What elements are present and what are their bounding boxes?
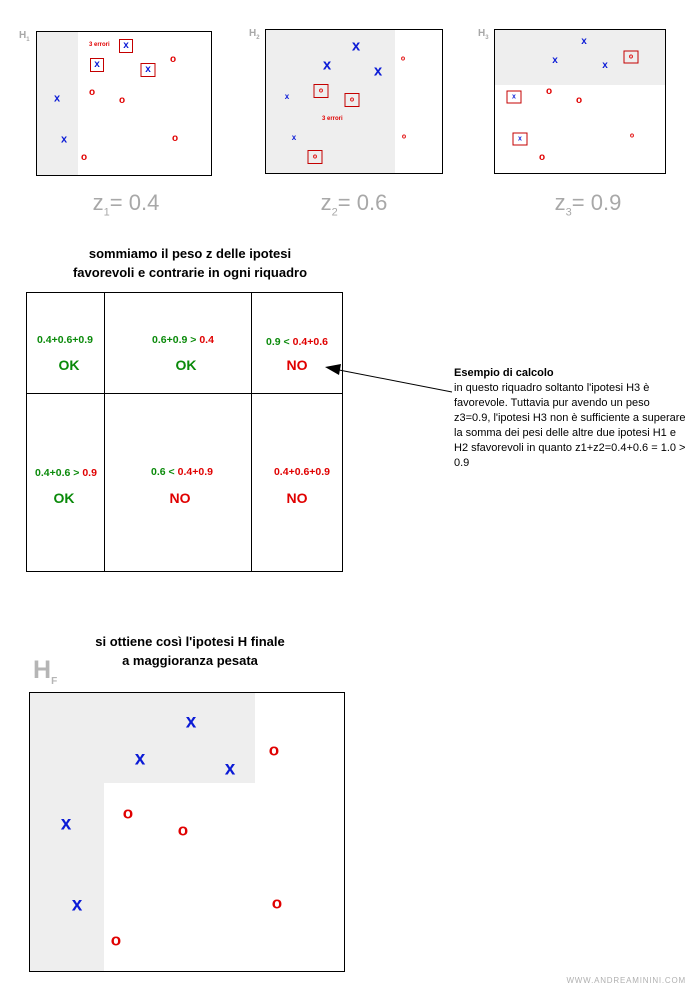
x-marker: x bbox=[60, 813, 72, 835]
panel-label-hf: $H_F$ bbox=[33, 656, 58, 687]
section-heading-sum: sommiamo il peso z delle ipotesi favorevoli e contrarie in ogni riquadro bbox=[72, 246, 308, 280]
x-marker: x bbox=[552, 55, 558, 66]
grid-cell-verdict: NO bbox=[286, 357, 308, 373]
section-heading-final: si ottiene così l'ipotesi H finale a maggioranza pesata bbox=[95, 634, 285, 668]
grid-cell-sum: 0.6 < 0.4+0.9 bbox=[151, 466, 213, 478]
grid-cell-sum: 0.4+0.6+0.9 bbox=[36, 334, 94, 346]
o-marker: o bbox=[169, 54, 177, 65]
x-marker: x bbox=[145, 64, 151, 75]
o-marker: o bbox=[118, 95, 126, 106]
grid-cell-sum: 0.9 < 0.4+0.6 bbox=[266, 336, 328, 348]
panel-label-h1: $H_1$ bbox=[19, 30, 30, 43]
panel-label-h3: $H_3$ bbox=[478, 28, 489, 41]
note-body: in questo riquadro soltanto l'ipotesi H3 è favorevole. Tuttavia pur avendo un peso z3=0.9, l'ipotesi H3 non è sufficiente a superare la somma dei pesi delle altre due ipotesi H1 e H2 sfavorevoli in quanto z1+z2=0.4+0.6 = 1.0 > 0.9 bbox=[454, 382, 686, 469]
calculation-note bbox=[454, 366, 689, 471]
x-marker: x bbox=[518, 135, 522, 143]
x-marker: x bbox=[602, 60, 608, 71]
x-marker: x bbox=[512, 93, 516, 101]
o-marker: o bbox=[110, 930, 122, 950]
o-marker: o bbox=[401, 133, 407, 141]
note-title: Esempio di calcolo bbox=[454, 367, 554, 379]
o-marker: o bbox=[268, 740, 280, 760]
o-marker: o bbox=[122, 803, 134, 823]
o-marker: o bbox=[628, 53, 634, 61]
x-marker: x bbox=[94, 59, 100, 70]
x-marker: x bbox=[60, 133, 68, 146]
o-marker: o bbox=[171, 133, 179, 144]
grid-cell-sum: 0.4+0.6 > 0.9 bbox=[35, 467, 97, 479]
o-marker: o bbox=[545, 86, 553, 97]
grid-cell-verdict: OK bbox=[53, 490, 75, 506]
o-marker: o bbox=[271, 893, 283, 913]
o-marker: o bbox=[88, 87, 96, 98]
o-marker: o bbox=[629, 132, 635, 140]
x-marker: x bbox=[123, 40, 129, 51]
o-marker: o bbox=[80, 152, 88, 163]
o-marker: o bbox=[538, 152, 546, 163]
x-marker: x bbox=[322, 56, 332, 74]
errors-note: 3 errori bbox=[322, 116, 343, 122]
grid-cell-verdict: NO bbox=[286, 490, 308, 506]
grid-cell-verdict: OK bbox=[58, 357, 80, 373]
grid-cell-verdict: NO bbox=[169, 490, 191, 506]
x-marker: x bbox=[291, 133, 297, 142]
o-marker: o bbox=[312, 153, 318, 161]
x-marker: x bbox=[185, 711, 197, 733]
weight-label-z2: $z_2= 0.6$ bbox=[320, 190, 388, 219]
errors-note: 3 errori bbox=[89, 42, 110, 48]
site-watermark: WWW.ANDREAMININI.COM bbox=[566, 976, 686, 985]
o-marker: o bbox=[575, 95, 583, 106]
final-hypothesis-panel bbox=[29, 692, 345, 972]
x-marker: x bbox=[351, 37, 361, 55]
o-marker: o bbox=[349, 96, 355, 104]
o-marker: o bbox=[318, 87, 324, 95]
panel-label-h2: $H_2$ bbox=[249, 28, 260, 41]
weight-label-z1: $z_1= 0.4$ bbox=[92, 190, 160, 219]
grid-cell-sum: 0.4+0.6+0.9 bbox=[273, 466, 331, 478]
x-marker: x bbox=[224, 758, 236, 780]
x-marker: x bbox=[581, 36, 587, 47]
x-marker: x bbox=[373, 62, 383, 80]
x-marker: x bbox=[284, 92, 290, 101]
x-marker: x bbox=[134, 748, 146, 770]
grid-cell-sum: 0.6+0.9 > 0.4 bbox=[152, 334, 214, 346]
grid-cell-verdict: OK bbox=[175, 357, 197, 373]
x-marker: x bbox=[71, 894, 83, 916]
weight-label-z3: $z_3= 0.9$ bbox=[554, 190, 622, 219]
x-marker: x bbox=[53, 92, 61, 105]
o-marker: o bbox=[177, 820, 189, 840]
o-marker: o bbox=[400, 55, 406, 63]
